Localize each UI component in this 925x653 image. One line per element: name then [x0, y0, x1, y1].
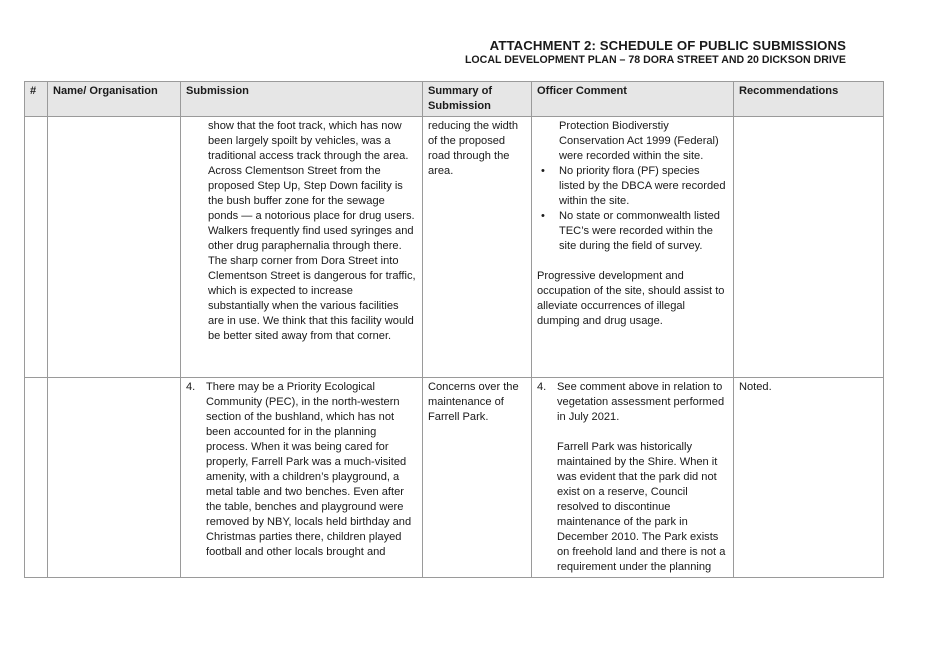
comment-lead-text: Protection Biodiverstiy Conservation Act 1999 (Federal) were recorded within the site. — [559, 120, 719, 162]
cell-recommendation: Noted. — [734, 378, 884, 578]
numbered-item — [186, 380, 417, 560]
cell-number — [25, 378, 48, 578]
item-number: 4. — [186, 381, 196, 393]
bullet-icon: • — [541, 165, 545, 177]
table-header-row — [25, 82, 884, 117]
cell-officer-comment — [532, 378, 734, 578]
bullet-icon: • — [541, 210, 545, 222]
table-row — [25, 378, 884, 578]
cell-name — [48, 378, 181, 578]
list-item — [541, 164, 728, 209]
column-header-summary: Summary of Submission — [423, 82, 532, 117]
comment-paragraph: See comment above in relation to vegetation assessment performed in July 2021. — [557, 381, 725, 423]
numbered-item — [537, 380, 728, 575]
cell-summary: Concerns over the maintenance of Farrell Park. — [423, 378, 532, 578]
column-header-officer-comment: Officer Comment — [532, 82, 734, 117]
document-subtitle: LOCAL DEVELOPMENT PLAN – 78 DORA STREET AND 20 DICKSON DRIVE — [464, 54, 846, 66]
list-item — [541, 209, 728, 254]
cell-recommendation — [734, 117, 884, 378]
column-header-submission: Submission — [181, 82, 423, 117]
submissions-table — [24, 81, 884, 578]
column-header-number: # — [25, 82, 48, 117]
cell-summary: reducing the width of the proposed road through the area. — [423, 117, 532, 378]
comment-bullet-list — [537, 164, 728, 254]
comment-paragraph: Farrell Park was historically maintained by the Shire. When it was evident that the park did not exist on a reserve, Council resolved to discontinue maintenance of the park in December 2010. The Park exists on freehold land and there is not a requirement under the planning — [557, 441, 726, 573]
cell-submission — [181, 378, 423, 578]
column-header-recommendations: Recommendations — [734, 82, 884, 117]
cell-submission — [181, 117, 423, 378]
list-item-text: No priority flora (PF) species listed by the DBCA were recorded within the site. — [559, 165, 726, 207]
comment-paragraph: Progressive development and occupation of the site, should assist to alleviate occurrences of illegal dumping and drug usage. — [537, 270, 725, 327]
item-number: 4. — [537, 381, 547, 393]
document-title: ATTACHMENT 2: SCHEDULE OF PUBLIC SUBMISSIONS — [489, 38, 846, 53]
table-row — [25, 117, 884, 378]
cell-number — [25, 117, 48, 378]
submission-text: show that the foot track, which has now been largely spoilt by vehicles, was a traditional access track through the area. Across Clementson Street from the proposed Step Up, Step Down facility is the bush buffer zone for the sewage ponds — a notorious place for drug users. Walkers frequently find used syringes and other drug paraphernalia through there. The sharp corner from Dora Street into Clementson Street is dangerous for traffic, which is expected to increase substantially when the various facilities are in use. We think that this facility would be better sited away from that corner. — [208, 120, 416, 342]
cell-name — [48, 117, 181, 378]
submission-text: There may be a Priority Ecological Community (PEC), in the north-western section of the bushland, which has not been accounted for in the planning process. When it was being cared for properly, Farrell Park was a much-visited amenity, with a children’s playground, a metal table and two benches. Even after the table, benches and playground were removed by NBY, locals held birthday and Christmas parties there, children played football and other locals brought and — [206, 381, 412, 558]
column-header-name: Name/ Organisation — [48, 82, 181, 117]
cell-officer-comment — [532, 117, 734, 378]
list-item-text: No state or commonwealth listed TEC’s were recorded within the site during the field of survey. — [559, 210, 720, 252]
